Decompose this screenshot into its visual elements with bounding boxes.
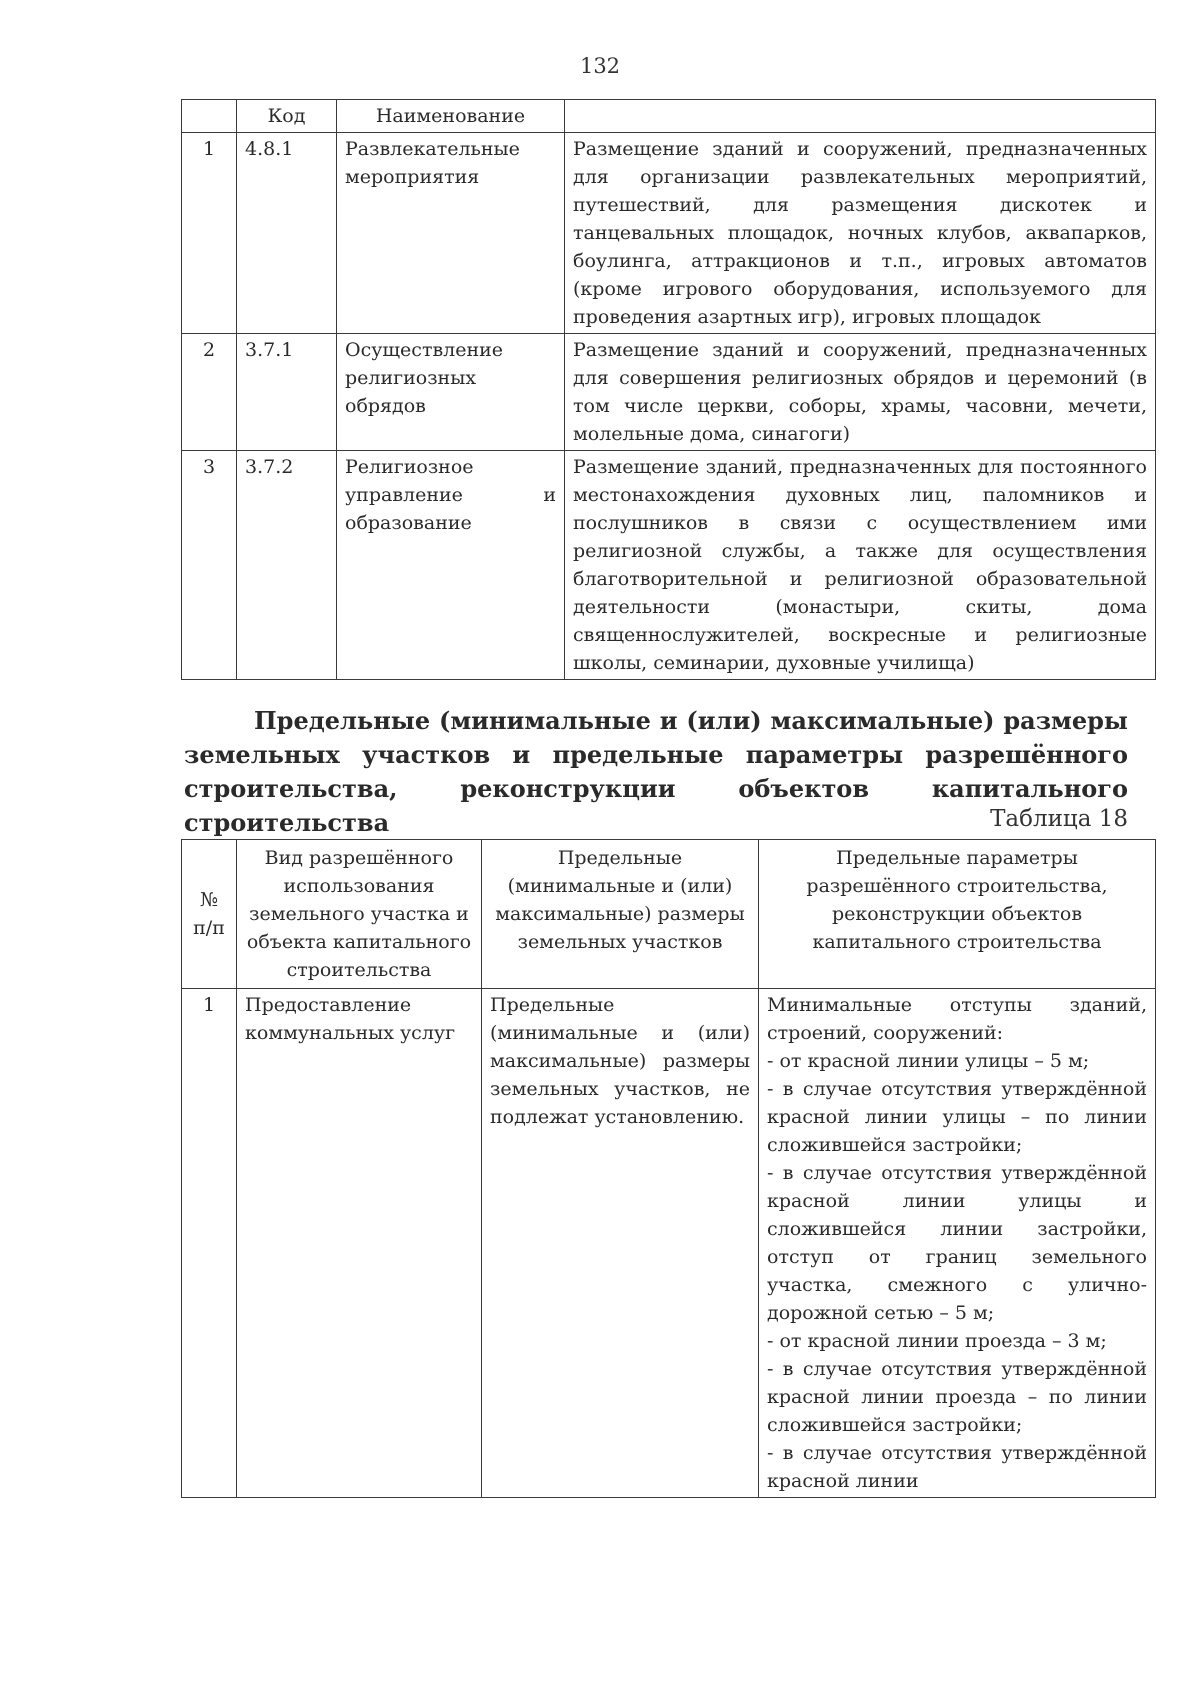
table-row [182,451,1156,680]
parameter-line: - в случае отсутствия утверждённой красной линии улицы – по линии сложившейся застройки; [767,1078,1147,1156]
table-header-row [182,100,1156,133]
table-row [182,334,1156,451]
row-description: Размещение зданий и сооружений, предназначенных для совершения религиозных обрядов и церемоний (в том числе церкви, соборы, храмы, часовни, мечети, молельные дома, синагоги) [565,334,1156,451]
row-number: 2 [182,334,237,451]
header-plot-sizes: Предельные (минимальные и (или) максимальные) размеры земельных участков [482,840,759,989]
row-code: 4.8.1 [237,133,337,334]
row-name: Осуществление религиозных обрядов [337,334,565,451]
header-use-type: Вид разрешённого использования земельного участка и объекта капитального строительства [237,840,482,989]
table-header-row [182,840,1156,989]
row-parameters [759,989,1156,1498]
row-plot-sizes: Предельные (минимальные и (или) максимальные) размеры земельных участков, не подлежат установлению. [482,989,759,1498]
table-caption: Таблица 18 [990,806,1128,832]
header-parameters: Предельные параметры разрешённого строительства, реконструкции объектов капитального строительства [759,840,1156,989]
row-description: Размещение зданий, предназначенных для постоянного местонахождения духовных лиц, паломников и послушников в связи с осуществлением ими религиозной службы, а также для осуществления благотворительной и религиозной образовательной деятельности (монастыри, скиты, дома священнослужителей, воскресные и религиозные школы, семинарии, духовные училища) [565,451,1156,680]
parameter-line: Минимальные отступы зданий, строений, сооружений: [767,994,1147,1044]
row-description: Размещение зданий и сооружений, предназначенных для организации развлекательных мероприятий, путешествий, для размещения дискотек и танцевальных площадок, ночных клубов, аквапарков, боулинга, аттракционов и т.п., игровых автоматов (кроме игрового оборудования, используемого для проведения азартных игр), игровых площадок [565,133,1156,334]
table-row [182,133,1156,334]
header-num [182,100,237,133]
section-heading: Предельные (минимальные и (или) максимальные) размеры земельных участков и предельные параметры разрешённого строительства, реконструкции объектов капитального строительства [184,706,1128,837]
parameter-line: - в случае отсутствия утверждённой красной линии проезда – по линии сложившейся застройки; [767,1358,1147,1436]
table-row [182,989,1156,1498]
header-code: Код [237,100,337,133]
parameter-line: - от красной линии проезда – 3 м; [767,1330,1107,1352]
parameter-line: - от красной линии улицы – 5 м; [767,1050,1090,1072]
parameter-line: - в случае отсутствия утверждённой красной линии [767,1442,1147,1492]
parameters-table [181,839,1156,1498]
header-description [565,100,1156,133]
row-name: Религиозное управление и образование [337,451,565,680]
land-use-table [181,99,1156,680]
page-number: 132 [579,54,621,78]
row-number: 3 [182,451,237,680]
row-number: 1 [182,989,237,1498]
row-code: 3.7.1 [237,334,337,451]
header-num: № п/п [182,840,237,989]
row-name: Развлекательные мероприятия [337,133,565,334]
row-code: 3.7.2 [237,451,337,680]
row-number: 1 [182,133,237,334]
row-use-type: Предоставление коммунальных услуг [237,989,482,1498]
parameter-line: - в случае отсутствия утверждённой красной линии улицы и сложившейся линии застройки, отступ от границ земельного участка, смежного с улично-дорожной сетью – 5 м; [767,1162,1147,1324]
header-name: Наименование [337,100,565,133]
